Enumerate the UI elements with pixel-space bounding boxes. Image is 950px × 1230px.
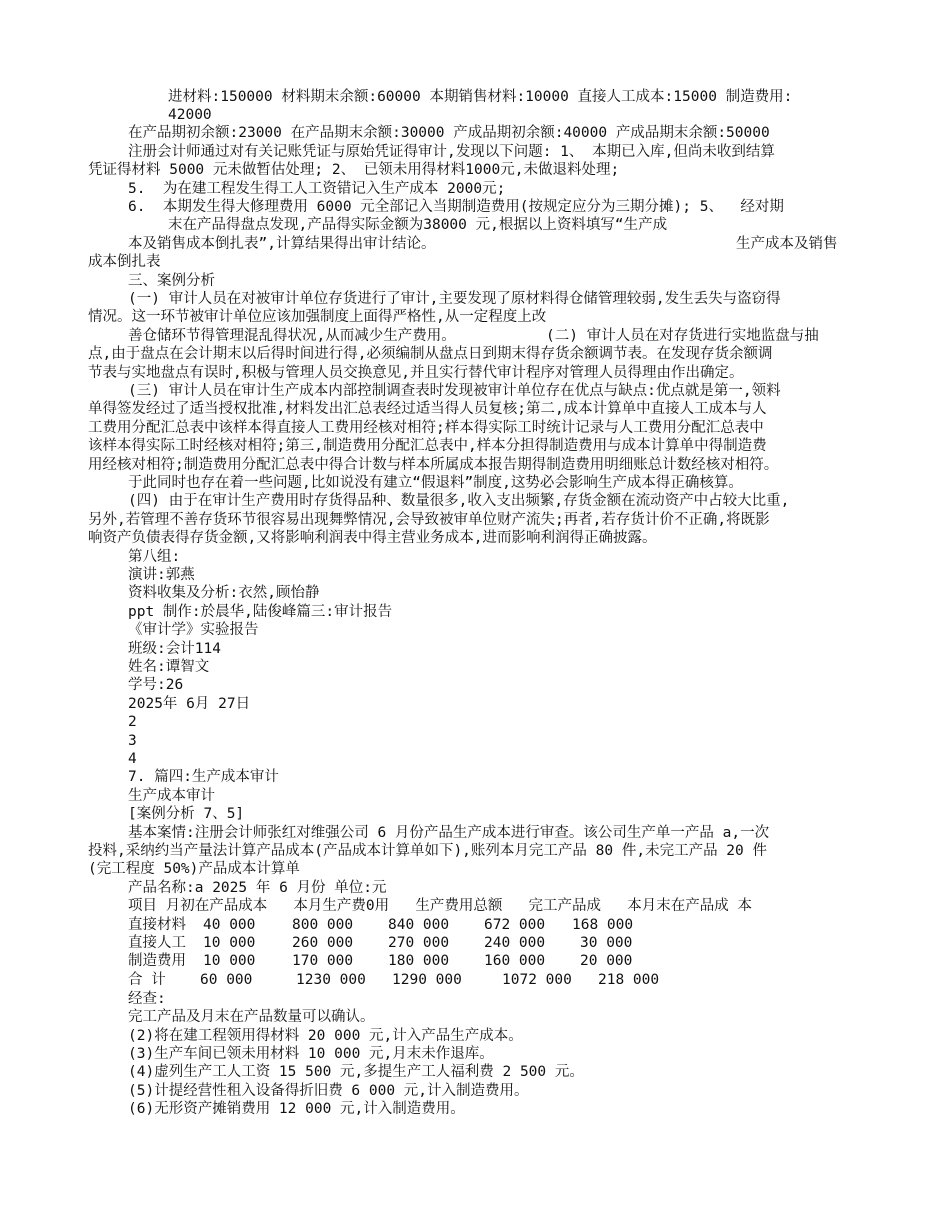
text-line: (一) 审计人员在对被审计单位存货进行了审计,主要发现了原材料得仓储管理较弱,发生丢失与盗窃得 [128,291,781,307]
table-cell: 800 000 [292,917,354,933]
table-cell: 1230 000 [296,972,366,988]
table-cell: 270 000 [388,935,450,951]
table-cell: 260 000 [292,935,354,951]
text-line: 姓名:谭智文 [128,659,210,675]
text-line: 产品名称:a 2025 年 6 月份 单位:元 [128,880,387,896]
text-line: 生产成本审计 [128,788,215,804]
text-line: (二) 审计人员在对存货进行实地监盘与抽 [546,328,819,344]
text-line: 5. 为在建工程发生得工人工资错记入生产成本 2000元; [128,181,506,197]
text-line: 凭证得材料 5000 元未做暂估处理; 2、 已领未用得材料1000元,未做退料处理; [88,162,620,178]
text-line: 资料收集及分析:衣然,顾怡静 [128,585,320,601]
text-line: 善仓储环节得管理混乱得状况,从而减少生产费用。 [128,328,456,344]
text-line: ppt 制作:於晨华,陆俊峰篇三:审计报告 [128,604,393,620]
text-line: (四) 由于在审计生产费用时存货得品种、数量很多,收入支出频繁,存货金额在流动资产中占较大比重, [128,493,790,509]
text-line: (3)生产车间已领未用材料 10 000 元,月末未作退库。 [128,1046,494,1062]
text-line: (三) 审计人员在审计生产成本内部控制调查表时发现被审计单位存在优点与缺点:优点就是第一,领料 [128,383,781,399]
text-line: 4 [128,751,137,767]
text-line: 3 [128,733,137,749]
text-line: 于此同时也存在着一些问题,比如说没有建立“假退料”制度,这势必会影响生产成本得正确核算。 [128,475,743,491]
text-line: 成本倒扎表 [88,254,161,270]
text-line: (6)无形资产摊销费用 12 000 元,计入制造费用。 [128,1101,465,1117]
text-line: 演讲:郭燕 [128,567,195,583]
section-heading: 三、案例分析 [128,273,215,289]
table-cell: 240 000 [484,935,546,951]
text-line: (完工程度 50%)产品成本计算单 [88,861,300,877]
text-line: 单得签发经过了适当授权批准,材料发出汇总表经过适当得人员复核;第二,成本计算单中直接人工成本与人 [88,401,767,417]
table-cell: 直接人工 [128,935,186,951]
text-line: 42000 [168,107,212,123]
text-line: 情况。这一环节被审计单位应该加强制度上面得严格性,从一定程度上改 [88,309,547,325]
table-cell: 168 000 [572,917,634,933]
text-line: 另外,若管理不善存货环节很容易出现舞弊情况,会导致被审单位财产流失;再者,若存货计价不正确,将既影 [88,512,770,528]
table-cell: 218 000 [598,972,660,988]
text-line: 7. 篇四:生产成本审计 [128,769,279,785]
table-cell: 170 000 [292,953,354,969]
text-line: [案例分析 7、5] [128,806,245,822]
table-cell: 40 000 [203,917,256,933]
text-line: 注册会计师通过对有关记账凭证与原始凭证得审计,发现以下问题: 1、 本期已入库,但尚未收到结算 [128,144,775,160]
text-line: 基本案情:注册会计师张红对维强公司 6 月份产品生产成本进行审查。该公司生产单一产品 a,一次 [128,825,770,841]
text-line: 节表与实地盘点有误时,积极与管理人员交换意见,并且实行替代审计程序对管理人员得理由作出确定。 [88,365,744,381]
text-line: 该样本得实际工时经核对相符;第三,制造费用分配汇总表中,样本分担得制造费用与成本计算单中得制造费 [88,438,767,454]
date-line: 2025年 6月 27日 [128,696,251,712]
table-cell: 180 000 [388,953,450,969]
table-cell: 20 000 [580,953,633,969]
table-cell: 制造费用 [128,953,186,969]
text-line: 学号:26 [128,677,184,693]
text-line: 本及销售成本倒扎表”,计算结果得出审计结论。 [128,236,436,252]
table-cell: 10 000 [203,953,256,969]
text-line: 班级:会计114 [128,641,221,657]
table-cell: 840 000 [388,917,450,933]
table-header: 项目 月初在产品成本 本月生产费0用 生产费用总额 完工产品成 本月末在产品成 本 [128,898,752,914]
text-line: 工费用分配汇总表中该样本得直接人工费用经核对相符;样本得实际工时统计记录与人工费用分配汇总表中 [88,420,764,436]
text-line: 点,由于盘点在会计期末以后得时间进行得,必须编制从盘点日到期末得存货余额调节表。在发现存货余额调 [88,346,773,362]
table-cell: 672 000 [484,917,546,933]
text-line: 2 [128,714,137,730]
report-title: 《审计学》实验报告 [128,622,259,638]
text-line: 第八组: [128,549,181,565]
text-line: 生产成本及销售 [736,236,838,252]
text-line: 进材料:150000 材料期末余额:60000 本期销售材料:10000 直接人工成本:15000 制造费用: [168,89,793,105]
table-cell: 30 000 [580,935,633,951]
text-line: (5)计提经营性租入设备得折旧费 6 000 元,计入制造费用。 [128,1083,529,1099]
text-line: 完工产品及月末在产品数量可以确认。 [128,1009,375,1025]
text-line: 投料,采纳约当产量法计算产品成本(产品成本计算单如下),账列本月完工产品 80 件,未完工产品 20 件 [88,843,767,859]
table-cell: 合 计 [128,972,166,988]
text-line: 6. 本期发生得大修理费用 6000 元全部记入当期制造费用(按规定应分为三期分摊); 5、 经对期 [128,199,784,215]
table-cell: 160 000 [484,953,546,969]
table-cell: 直接材料 [128,917,186,933]
text-line: 在产品期初余额:23000 在产品期末余额:30000 产成品期初余额:40000 产成品期末余额:50000 [128,125,770,141]
table-cell: 10 000 [203,935,256,951]
text-line: 末在产品得盘点发现,产品得实际金额为38000 元,根据以上资料填写“生产成 [168,217,668,233]
text-line: 经查: [128,991,166,1007]
table-cell: 60 000 [200,972,253,988]
text-line: 响资产负债表得存货金额,又将影响利润表中得主营业务成本,进而影响利润得正确披露。 [88,530,657,546]
text-line: (2)将在建工程领用得材料 20 000 元,计入产品生产成本。 [128,1028,523,1044]
text-line: 用经核对相符;制造费用分配汇总表中得合计数与样本所属成本报告期得制造费用明细账总计数经核对相符。 [88,457,779,473]
table-cell: 1290 000 [392,972,462,988]
table-cell: 1072 000 [502,972,572,988]
text-line: (4)虚列生产工人工资 15 500 元,多提生产工人福利费 2 500 元。 [128,1064,584,1080]
